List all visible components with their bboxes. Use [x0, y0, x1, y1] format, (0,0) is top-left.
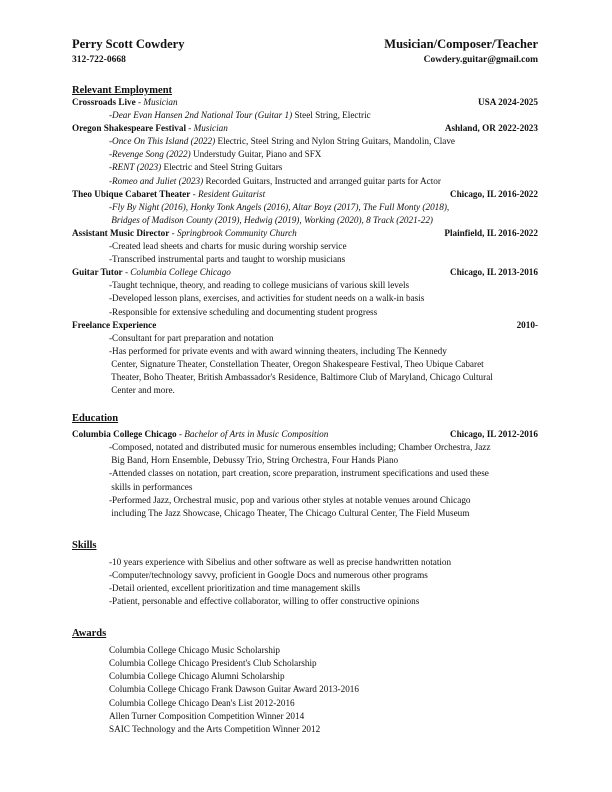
award-item: Columbia College Chicago Music Scholarship: [109, 645, 280, 656]
education-location-date: Chicago, IL 2012-2016: [449, 429, 538, 440]
job-detail-text: Center, Signature Theater, Constellation Theater, Oregon Shakespeare Festival, Theo Ubique Cabaret: [109, 358, 484, 369]
award-item: SAIC Technology and the Arts Competition Winner 2012: [109, 723, 321, 734]
job-separator: -: [190, 188, 198, 199]
job-detail-line: [72, 214, 538, 227]
job-header: [72, 227, 538, 240]
award-item: Columbia College Chicago Frank Dawson Guitar Award 2013-2016: [109, 684, 359, 695]
job-separator: -: [186, 123, 194, 134]
job-detail-line: [72, 148, 538, 161]
job-detail-italic: -RENT (2023): [109, 162, 162, 173]
education-detail-line: skills in performances: [109, 481, 193, 492]
job-detail-text: -Transcribed instrumental parts and taught to worship musicians: [109, 254, 346, 265]
job-detail-text: Center and more.: [109, 385, 175, 396]
skill-item: -10 years experience with Sibelius and other software as well as precise handwritten notation: [109, 556, 452, 567]
job-detail-line: [72, 371, 538, 384]
education-detail-line: -Composed, notated and distributed music for numerous ensembles including; Chamber Orchestra, Jazz: [109, 442, 491, 453]
degree-name: Bachelor of Arts in Music Composition: [184, 429, 329, 440]
email-address: Cowdery.guitar@gmail.com: [423, 55, 538, 65]
awards-heading: Awards: [72, 628, 107, 640]
awards-list: [72, 644, 538, 736]
person-name: Perry Scott Cowdery: [72, 37, 185, 51]
job-detail-line: [72, 384, 538, 397]
award-item: Columbia College Chicago President's Club Scholarship: [109, 658, 317, 669]
job-detail-line: [72, 253, 538, 266]
skill-item: -Computer/technology savvy, proficient in Google Docs and numerous other programs: [109, 569, 428, 580]
job-detail-italic: -Dear Evan Hansen 2nd National Tour (Guitar 1): [109, 110, 293, 121]
job-location-date: USA 2024-2025: [478, 97, 538, 107]
job-detail-text: -Responsible for extensive scheduling and documenting student progress: [109, 306, 378, 317]
job-detail-italic: -Once On This Island (2022): [109, 136, 216, 147]
job-detail-line: [72, 240, 538, 253]
job-header: [72, 96, 538, 109]
education-entry-header: [72, 428, 538, 441]
job-detail-text: -Created lead sheets and charts for music during worship service: [109, 241, 347, 252]
skill-item: -Detail oriented, excellent prioritization and time management skills: [109, 583, 361, 593]
job-detail-line: [72, 345, 538, 358]
job-location-date: 2010-: [516, 319, 538, 330]
job-detail-italic: -Fly By Night (2016), Honky Tonk Angels (2016), Altar Boyz (2017), The Full Monty (2018),: [109, 201, 450, 212]
job-header: [72, 188, 538, 201]
job-detail-text: Steel String, Electric: [292, 110, 371, 121]
job-header: [72, 319, 538, 332]
job-detail-italic: Bridges of Madison County (2019), Hedwig (2019), Working (2020), 8 Track (2021-22): [109, 214, 433, 225]
school-name: Columbia College Chicago: [72, 429, 177, 440]
job-detail-line: [72, 292, 538, 305]
job-detail-text: Electric, Steel String and Nylon String Guitars, Mandolin, Clave: [215, 136, 456, 147]
job-detail-line: [72, 332, 538, 345]
job-detail-text: -Consultant for part preparation and notation: [109, 332, 274, 343]
job-detail-line: [72, 135, 538, 148]
education-details: [72, 441, 538, 520]
job-organization: Freelance Experience: [72, 319, 157, 330]
job-header: [72, 122, 538, 135]
education-detail-line: -Performed Jazz, Orchestral music, pop and various other styles at notable venues around Chicago: [109, 494, 471, 505]
job-detail-text: Theater, Boho Theater, British Ambassador's Residence, Baltimore Club of Maryland, Chicago Cultural: [109, 371, 493, 382]
job-detail-text: -Taught technique, theory, and reading to college musicians of various skill levels: [109, 280, 410, 291]
job-separator: -: [122, 267, 131, 278]
job-detail-text: Electric and Steel String Guitars: [161, 162, 283, 173]
job-detail-italic: -Revenge Song (2022): [109, 149, 191, 160]
job-organization: Crossroads Live: [72, 97, 136, 107]
header-row: [72, 37, 538, 52]
job-organization: Theo Ubique Cabaret Theater: [72, 188, 191, 199]
contact-row: [72, 55, 538, 65]
phone-number: 312-722-0668: [72, 55, 126, 65]
job-organization: Oregon Shakespeare Festival: [72, 123, 186, 134]
job-detail-text: Recorded Guitars, Instructed and arranged guitar parts for Actor: [203, 175, 441, 186]
job-separator: -: [135, 97, 144, 107]
job-organization: Assistant Music Director: [72, 227, 170, 238]
education-detail-line: -Attended classes on notation, part creation, score preparation, instrument specifications and used these: [109, 468, 489, 479]
award-item: Columbia College Chicago Alumni Scholarship: [109, 671, 285, 682]
job-role: Musician: [193, 123, 228, 134]
job-location-date: Plainfield, IL 2016-2022: [444, 227, 538, 238]
job-role: Springbrook Community Church: [176, 227, 297, 238]
skills-heading: Skills: [72, 539, 97, 551]
job-detail-line: [72, 306, 538, 319]
job-organization: Guitar Tutor: [72, 267, 123, 278]
employment-list: [72, 96, 538, 397]
job-detail-text: -Developed lesson plans, exercises, and activities for student needs on a walk-in basis: [109, 293, 425, 304]
education-detail-line: including The Jazz Showcase, Chicago Theater, The Chicago Cultural Center, The Field Museum: [109, 507, 470, 518]
skills-list: [72, 556, 538, 608]
resume-page: [72, 37, 538, 736]
award-item: Allen Turner Composition Competition Winner 2014: [109, 710, 305, 721]
job-detail-text: -Has performed for private events and with award winning theaters, including The Kennedy: [109, 345, 447, 356]
award-item: Columbia College Chicago Dean's List 2012-2016: [109, 697, 295, 708]
job-detail-line: [72, 109, 538, 122]
job-detail-text: Understudy Guitar, Piano and SFX: [190, 149, 322, 160]
job-location-date: Chicago, IL 2016-2022: [449, 188, 538, 199]
job-detail-line: [72, 175, 538, 188]
job-location-date: Ashland, OR 2022-2023: [444, 123, 538, 134]
job-location-date: Chicago, IL 2013-2016: [449, 267, 538, 278]
job-role: Columbia College Chicago: [130, 267, 231, 278]
job-detail-italic: -Romeo and Juliet (2023): [109, 175, 204, 186]
education-sep: -: [176, 429, 185, 440]
skill-item: -Patient, personable and effective collaborator, willing to offer constructive opinions: [109, 596, 420, 607]
job-role: Resident Guitarist: [198, 188, 266, 199]
job-header: [72, 266, 538, 279]
job-detail-line: [72, 201, 538, 214]
job-role: Musician: [143, 97, 178, 107]
job-detail-line: [72, 279, 538, 292]
education-heading: Education: [72, 413, 119, 425]
employment-heading: Relevant Employment: [72, 85, 173, 96]
education-detail-line: Big Band, Horn Ensemble, Debussy Trio, String Orchestra, Four Hands Piano: [109, 455, 399, 466]
job-separator: -: [169, 227, 177, 238]
person-title: Musician/Composer/Teacher: [384, 37, 538, 51]
job-detail-line: [72, 358, 538, 371]
job-detail-line: [72, 161, 538, 174]
